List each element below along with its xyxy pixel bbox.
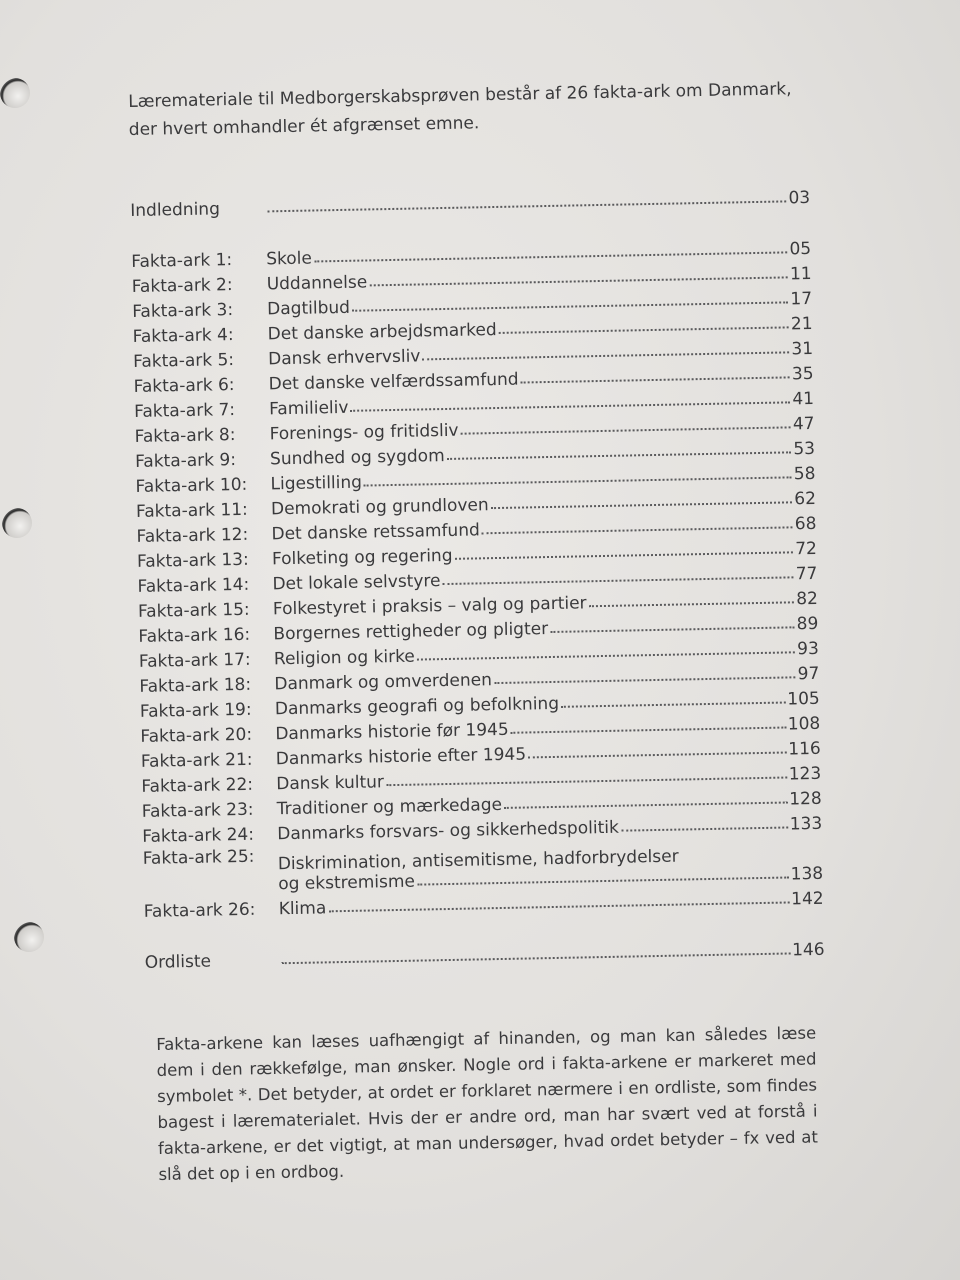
toc-sheet-list: [131, 234, 822, 847]
toc-sheet-page: 97: [797, 663, 820, 685]
toc-sheet-page: 123: [788, 763, 822, 785]
toc-sheet-25-page: 138: [790, 863, 824, 885]
outro-paragraph: [156, 1020, 819, 1187]
binder-hole-middle: [2, 508, 32, 538]
toc-sheet-title: Danmarks historie efter 1945: [275, 744, 527, 770]
toc-sheet-page: 68: [794, 513, 817, 535]
leader-dots: [621, 826, 788, 831]
outro-line: symbolet *. Det betyder, at ordet er forklaret nærmere i en ordliste, som findes: [156, 1075, 818, 1106]
toc-sheet-title: Borgernes rettigheder og pligter: [273, 619, 549, 645]
toc-sheet-label: Fakta-ark 11:: [135, 499, 248, 522]
leader-dots: [455, 551, 794, 560]
toc-sheet-title: Det danske retssamfund: [271, 520, 481, 545]
toc-sheet-title: Danmarks geografi og befolkning: [274, 693, 560, 720]
toc-sheet-title: Folketing og regering: [271, 545, 453, 570]
toc-sheet-page: 93: [796, 638, 820, 660]
toc-introduction-page: 03: [788, 187, 811, 209]
toc-sheet-title: Danmarks historie før 1945: [275, 719, 509, 745]
toc-sheet-page: 11: [789, 263, 812, 285]
toc-sheet-page: 58: [793, 463, 816, 485]
toc-sheet-25-title-line-1: Diskrimination, antisemitisme, hadforbrydelser: [277, 846, 679, 875]
toc-sheet-label: Fakta-ark 2:: [131, 275, 233, 297]
toc-sheet-title: Forenings- og fritidsliv: [269, 420, 459, 445]
outro-line: Fakta-arkene kan læses uafhængigt af hinanden, og man kan således læse: [156, 1023, 817, 1054]
intro-line-1: Lærematerialе til Medborgerskabsprøven består af 26 fakta-ark om Danmark,: [128, 79, 792, 112]
leader-dots: [461, 426, 791, 434]
toc-sheet-page: 116: [788, 738, 821, 760]
toc-sheet-title: Ligestilling: [270, 472, 363, 495]
toc-sheet-page: 62: [794, 488, 817, 510]
toc-sheet-label: Fakta-ark 4:: [132, 325, 234, 347]
toc-sheet-page: 53: [793, 438, 816, 460]
leader-dots: [417, 651, 795, 660]
toc-sheet-label: Fakta-ark 9:: [134, 450, 237, 472]
toc-sheet-title: Danmarks forsvars- og sikkerhedspolitik: [277, 817, 620, 845]
leader-dots: [447, 451, 792, 460]
outro-line: bagest i lærematerialet. Hvis der er andre ord, man har svært ved at forstå i: [157, 1101, 818, 1132]
toc-sheet-title: Det lokale selvstyre: [272, 571, 441, 595]
leader-dots: [511, 727, 786, 734]
toc-sheet-page: 31: [791, 338, 814, 360]
binder-hole-bottom: [14, 922, 44, 952]
toc-sheet-title: Demokrati og grundloven: [270, 495, 489, 520]
toc-sheet-25-label: Fakta-ark 25:: [142, 846, 255, 869]
toc-sheet-label: Fakta-ark 23:: [141, 799, 254, 822]
toc-sheet-title: Uddannelse: [266, 272, 368, 295]
toc-sheet-title: Dansk erhvervsliv: [267, 346, 421, 370]
toc-sheet-label: Fakta-ark 21:: [140, 749, 253, 772]
toc-sheet-label: Fakta-ark 20:: [140, 724, 253, 747]
toc-sheet-page: 82: [796, 588, 819, 610]
toc-glossary-page: 146: [791, 939, 825, 961]
leader-dots: [589, 601, 795, 607]
toc-sheet-label: Fakta-ark 5:: [132, 350, 235, 372]
toc-sheet-title: Religion og kirke: [273, 646, 415, 670]
toc-sheet-title: Danmark og omverdenen: [274, 670, 493, 695]
leader-dots: [550, 626, 795, 633]
toc-sheet-label: Fakta-ark 18:: [139, 674, 252, 697]
toc-sheet-title: Dansk kultur: [276, 772, 385, 795]
toc-sheet-title: Traditioner og mærkedage: [276, 794, 503, 820]
toc-sheet-label: Fakta-ark 24:: [142, 824, 255, 847]
toc-sheet-page: 133: [789, 813, 823, 835]
toc-sheet-label: Fakta-ark 17:: [138, 649, 251, 672]
toc-sheet-page: 41: [792, 388, 815, 410]
toc-sheet-page: 128: [789, 788, 822, 810]
leader-dots: [561, 702, 785, 708]
toc-sheet-26-page: 142: [790, 888, 824, 910]
toc-sheet-page: 05: [789, 238, 812, 260]
toc-sheet-title: Folkestyret i praksis – valg og partier: [272, 593, 587, 620]
leader-dots: [528, 752, 786, 759]
table-of-contents: [130, 183, 825, 973]
toc-sheet-page: 21: [790, 313, 813, 335]
intro-line-2: der hvert omhandler ét afgrænset emne.: [128, 113, 480, 140]
toc-sheet-title: Det danske arbejdsmarked: [267, 319, 497, 345]
leader-dots: [491, 501, 793, 509]
toc-sheet-25-title-line-2: og ekstremisme: [278, 871, 416, 895]
leader-dots: [521, 376, 790, 383]
toc-sheet-title: Dagtilbud: [267, 297, 351, 320]
toc-sheet-label: Fakta-ark 14:: [137, 574, 250, 597]
toc-sheet-label: Fakta-ark 15:: [137, 599, 250, 622]
toc-sheet-page: 77: [795, 563, 818, 585]
toc-sheet-title: Skole: [266, 248, 313, 270]
toc-sheet-title: Sundhed og sygdom: [269, 446, 445, 470]
outro-line: dem i den rækkefølge, man ønsker. Nogle ord i fakta-arkene er markeret med: [156, 1049, 817, 1080]
binder-hole-top: [0, 78, 30, 108]
toc-sheet-label: Fakta-ark 12:: [136, 524, 249, 547]
toc-sheet-label: Fakta-ark 22:: [141, 774, 254, 797]
toc-sheet-title: Det danske velfærdssamfund: [268, 369, 519, 395]
leader-dots: [504, 801, 787, 808]
toc-sheet-label: Fakta-ark 1:: [131, 250, 233, 272]
toc-sheet-page: 47: [792, 413, 815, 435]
toc-sheet-label: Fakta-ark 6:: [133, 375, 235, 397]
toc-introduction-title: Indledning: [130, 199, 221, 221]
leader-dots: [482, 526, 793, 534]
outro-line: slå det op i en ordbog.: [158, 1161, 345, 1184]
toc-sheet-label: Fakta-ark 10:: [135, 474, 248, 497]
leader-dots: [494, 676, 796, 684]
toc-sheet-page: 72: [795, 538, 818, 560]
toc-sheet-label: Fakta-ark 16:: [138, 624, 251, 647]
leader-dots: [499, 326, 789, 334]
toc-sheet-label: Fakta-ark 13:: [136, 549, 249, 572]
toc-sheet-26-label: Fakta-ark 26:: [143, 899, 256, 922]
toc-sheet-title: Familieliv: [268, 397, 349, 420]
leader-dots: [422, 351, 789, 360]
toc-sheet-page: 108: [787, 713, 821, 735]
toc-sheet-page: 105: [787, 688, 820, 710]
toc-sheet-label: Fakta-ark 3:: [132, 300, 234, 322]
toc-sheet-page: 89: [796, 613, 819, 635]
outro-line: fakta-arkene, er det vigtigt, at man undersøger, hvad ordet betyder – fx ved at: [157, 1127, 819, 1158]
toc-sheet-26-title: Klima: [278, 898, 327, 920]
toc-glossary-title: Ordliste: [144, 951, 212, 973]
leader-dots: [443, 576, 794, 585]
toc-sheet-label: Fakta-ark 8:: [134, 425, 236, 447]
toc-sheet-label: Fakta-ark 7:: [133, 400, 236, 422]
toc-sheet-label: Fakta-ark 19:: [139, 699, 252, 722]
toc-sheet-page: 17: [790, 288, 813, 310]
toc-sheet-page: 35: [791, 363, 814, 385]
leader-dots: [417, 876, 789, 885]
